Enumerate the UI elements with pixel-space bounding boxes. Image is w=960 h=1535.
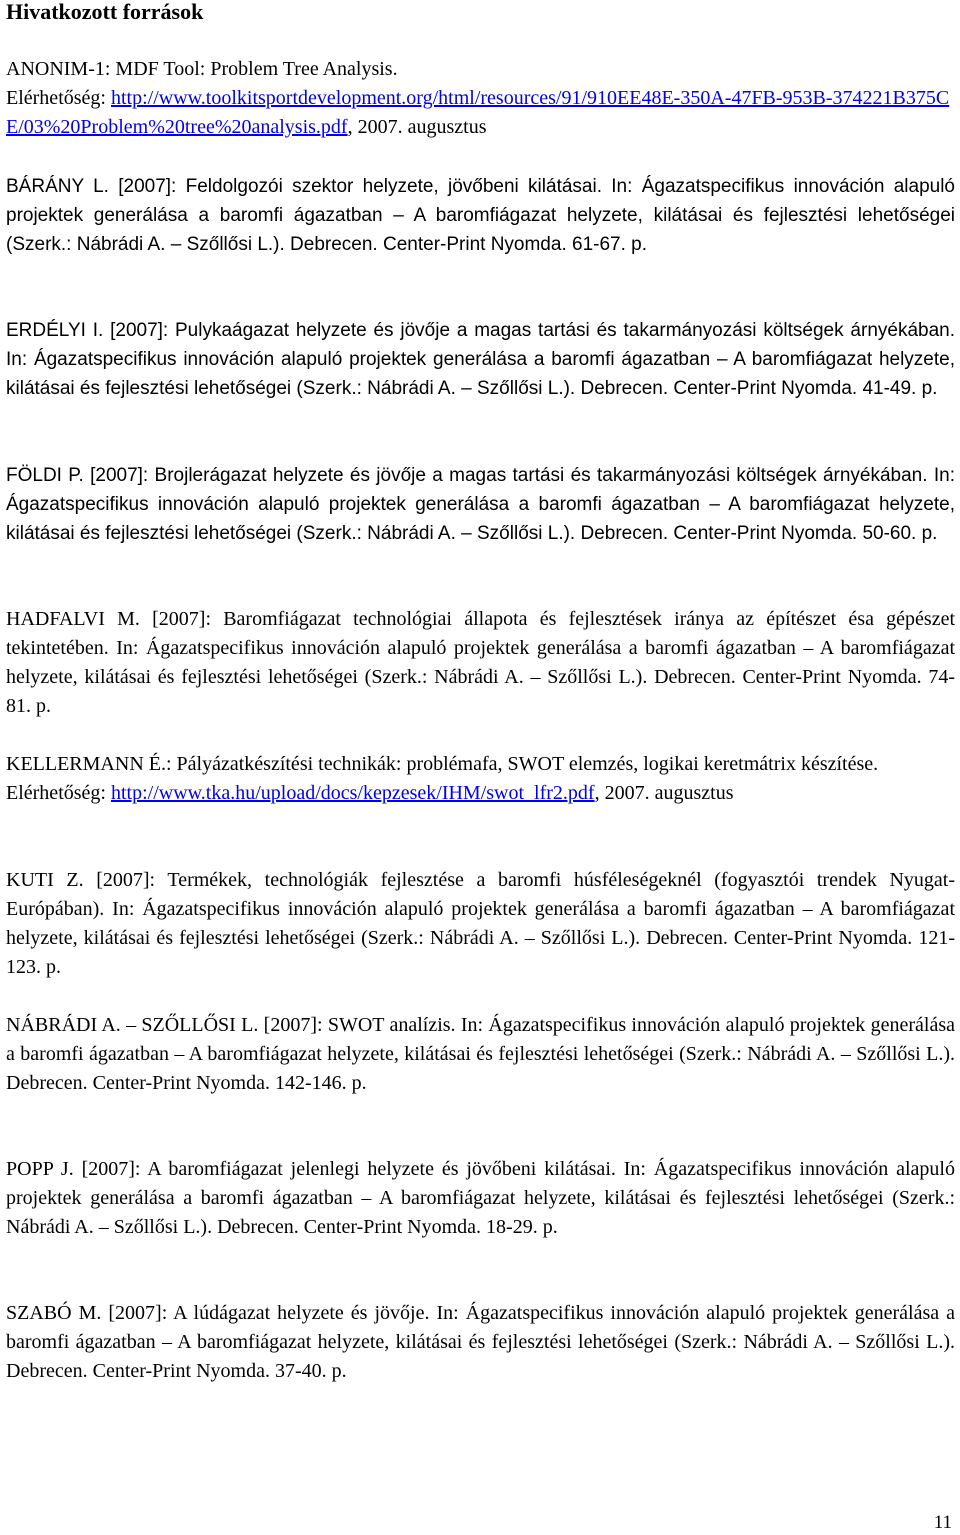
reference-author: HADFALVI M.: [6, 608, 140, 630]
reference-author: KELLERMANN É.: [6, 753, 166, 775]
reference-foldi: [6, 461, 955, 548]
reference-anonim-1: [6, 55, 955, 142]
reference-text: [2007]: SWOT analízis. In: Ágazatspecifikus innováción alapuló projektek generálása a baromfi ágazatban ‒ A baromfiágazat helyzete, kilátásai és fejlesztési lehetőségei (Szerk.: Nábrádi A. ‒ Szőllősi L.). Debrecen. Center-Print Nyomda. 142-146. p.: [6, 1014, 955, 1094]
reference-text: [2007]: Brojlerágazat helyzete és jövője a magas tartási és takarmányozási költségek árnyékában. In: Ágazatspecifikus innováción alapuló projektek generálása a baromfi ágazatban ‒ A baromfiágazat helyzete, kilátásai és fejlesztési lehetőségei (Szerk.: Nábrádi A. ‒ Szőllősi L.). Debrecen. Center-Print Nyomda. 50-60. p.: [6, 465, 955, 544]
reference-hadfalvi: [6, 605, 955, 721]
reference-author: BÁRÁNY L.: [6, 176, 109, 197]
reference-text: [2007]: A baromfiágazat jelenlegi helyzete és jövőbeni kilátásai. In: Ágazatspecifikus innováción alapuló projektek generálása a baromfi ágazatban ‒ A baromfiágazat helyzete, kilátásai és fejlesztési lehetőségei (Szerk.: Nábrádi A. ‒ Szőllősi L.). Debrecen. Center-Print Nyomda. 18-29. p.: [6, 1158, 955, 1238]
availability-label: Elérhetőség:: [6, 782, 111, 804]
reference-text: [2007]: A lúdágazat helyzete és jövője. In: Ágazatspecifikus innováción alapuló projektek generálása a baromfi ágazatban ‒ A baromfiágazat helyzete, kilátásai és fejlesztési lehetőségei (Szerk.: Nábrádi A. ‒ Szőllősi L.). Debrecen. Center-Print Nyomda. 37-40. p.: [6, 1302, 955, 1382]
reference-link[interactable]: http://www.toolkitsportdevelopment.org/html/resources/91/910EE48E-350A-47FB-953B-374221B375CE/03%20Problem%20tree%20analysis.pdf: [6, 87, 950, 138]
reference-text: : Pályázatkészítési technikák: problémafa, SWOT elemzés, logikai keretmátrix készítése.: [165, 753, 879, 775]
reference-text: [2007]: Baromfiágazat technológiai állapota és fejlesztések iránya az építészet ésa gépészet tekintetében. In: Ágazatspecifikus innováción alapuló projektek generálása a baromfi ágazatban ‒ A baromfiágazat helyzete, kilátásai és fejlesztési lehetőségei (Szerk.: Nábrádi A. ‒ Szőllősi L.). Debrecen. Center-Print Nyomda. 74-81. p.: [6, 608, 956, 717]
reference-szabo: [6, 1299, 955, 1386]
reference-text: [2007]: Feldolgozói szektor helyzete, jövőbeni kilátásai. In: Ágazatspecifikus innováción alapuló projektek generálása a baromfi ágazatban ‒ A baromfiágazat helyzete, kilátásai és fejlesztési lehetőségei (Szerk.: Nábrádi A. ‒ Szőllősi L.). Debrecen. Center-Print Nyomda. 61-67. p.: [6, 176, 955, 255]
reference-link[interactable]: http://www.tka.hu/upload/docs/kepzesek/IHM/swot_lfr2.pdf: [110, 782, 595, 804]
page-number: 11: [933, 1512, 952, 1533]
page-title: Hivatkozott források: [6, 0, 204, 24]
reference-date: , 2007. augusztus: [347, 116, 487, 138]
reference-availability: [6, 779, 955, 808]
reference-date: , 2007. augusztus: [594, 782, 734, 804]
reference-nabradi-szollosi: [6, 1011, 955, 1098]
reference-text: ANONIM-1: MDF Tool: Problem Tree Analysis.: [6, 58, 398, 80]
reference-author: KUTI Z.: [6, 869, 84, 891]
reference-author: ERDÉLYI I.: [6, 320, 104, 341]
reference-text: [2007]: Termékek, technológiák fejlesztése a baromfi húsféleségeknél (fogyasztói trendek Nyugat-Európában). In: Ágazatspecifikus innováción alapuló projektek generálása a baromfi ágazatban ‒ A baromfiágazat helyzete, kilátásai és fejlesztési lehetőségei (Szerk.: Nábrádi A. ‒ Szőllősi L.). Debrecen. Center-Print Nyomda. 121-123. p.: [6, 869, 956, 978]
reference-author: FÖLDI P.: [6, 465, 84, 486]
reference-author: NÁBRÁDI A. ‒ SZŐLLŐSI L.: [6, 1014, 259, 1036]
reference-popp: [6, 1155, 955, 1242]
reference-erdelyi: [6, 316, 955, 403]
reference-kellermann: [6, 750, 955, 808]
reference-text: [2007]: Pulykaágazat helyzete és jövője a magas tartási és takarmányozási költségek árnyékában. In: Ágazatspecifikus innováción alapuló projektek generálása a baromfi ágazatban ‒ A baromfiágazat helyzete, kilátásai és fejlesztési lehetőségei (Szerk.: Nábrádi A. ‒ Szőllősi L.). Debrecen. Center-Print Nyomda. 41-49. p.: [6, 320, 955, 399]
availability-label: Elérhetőség:: [6, 87, 111, 109]
reference-barany: [6, 172, 955, 259]
reference-availability: [6, 84, 955, 142]
reference-kuti: [6, 866, 955, 982]
reference-author: SZABÓ M.: [6, 1302, 102, 1324]
reference-author: POPP J.: [6, 1158, 74, 1180]
